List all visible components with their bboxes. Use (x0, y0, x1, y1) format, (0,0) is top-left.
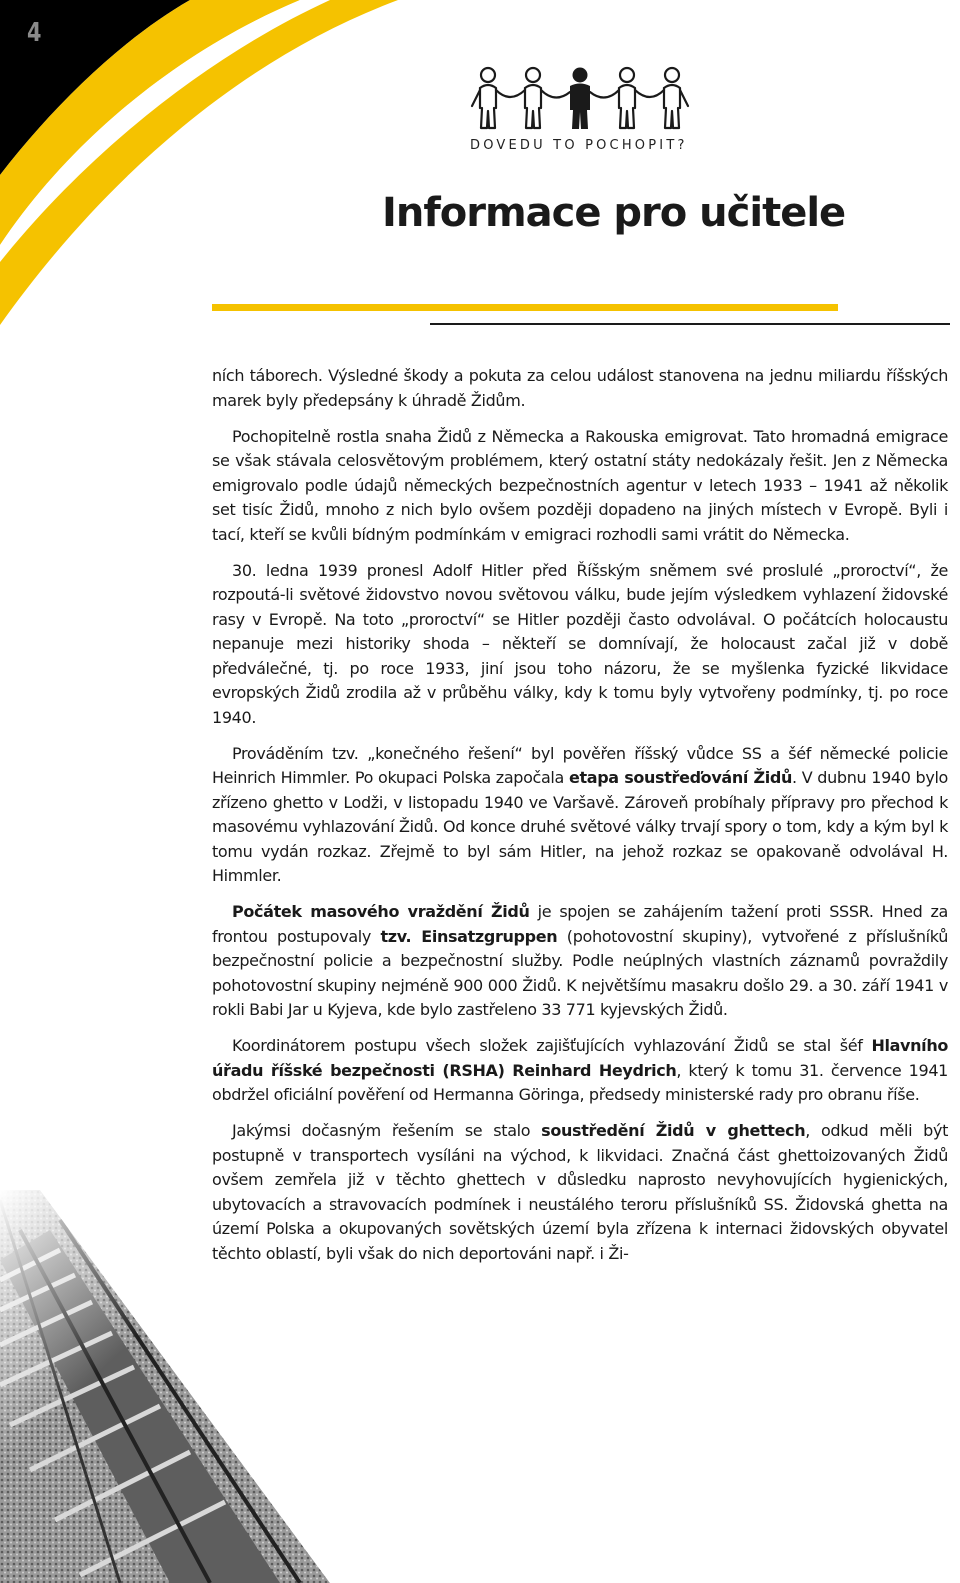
bold-phrase: Počátek masového vraždění Židů (232, 902, 530, 921)
paragraph: Pochopitelně rostla snaha Židů z Německa a Rakouska emigrovat. Tato hromadná emigrace se však stávala celosvětovým problémem, který ostatní státy nedokázaly řešit. Jen z Německa emigrovalo podle údajů německých bezpečnostních agentur v letech 1933 – 1941 až několik set tisíc Židů, mnoho z nich bylo ovšem později dopadeno na jiných místech v Evropě. Byli i tací, kteří se kvůli bídným podmínkám v emigraci rozhodli sami vrátit do Německa. (212, 426, 948, 544)
bold-phrase: soustředění Židů v ghettech (541, 1121, 806, 1140)
people-chain-icon (470, 66, 690, 132)
logo-caption: DOVEDU TO POCHOPIT? (470, 138, 688, 153)
logo (470, 66, 694, 153)
bold-phrase: Hlavního úřadu říšské bezpečnosti (RSHA) Reinhard Heydrich (212, 1036, 948, 1080)
paragraph: Koordinátorem postupu všech složek zajišťujících vyhlazování Židů se stal šéf Hlavního úřadu říšské bezpečnosti (RSHA) Reinhard Heydrich, který k tomu 31. července 1941 obdržel oficiální pověření od Hermanna Göringa, předsedy ministerské rady pro obranu říše. (212, 1036, 948, 1104)
paragraph: Prováděním tzv. „konečného řešení“ byl pověřen říšský vůdce SS a šéf německé policie Heinrich Himmler. Po okupaci Polska započala etapa soustřeďování Židů. V dubnu 1940 bylo zřízeno ghetto v Lodži, v listopadu 1940 ve Varšavě. Zároveň probíhaly přípravy pro přechod k masovému vyhlazování Židů. Od konce druhé světové války trvají spory o tom, kdy a kým byl k tomu vydán rozkaz. Zřejmě to byl sám Hitler, na jehož rozkaz se opakovaně odvolával H. Himmler. (212, 743, 948, 885)
paragraph: ních táborech. Výsledné škody a pokuta za celou událost stanovena na jednu miliardu říšských marek byly předepsány k úhradě Židům. (212, 366, 948, 410)
bold-phrase: tzv. Einsatzgruppen (380, 926, 558, 946)
corner-swoosh-decoration (0, 0, 420, 340)
title-underline-black (430, 323, 950, 325)
paragraph: Jakýmsi dočasným řešením se stalo soustředění Židů v ghettech, odkud měli být postupně v transportech vysíláni na východ, k likvidaci. Značná část ghettoizovaných Židů ovšem zemřela již v těchto ghettech v důsledku naprosto nevyhovujících hygienických, ubytovacích a stravovacích podmínek i neustálého teroru příslušníků SS. Židovská ghetta na území Polska a okupovaných sovětských území byla zřízena k internaci židovských obyvatel těchto oblastí, byli však do nich deportováni např. i Ži- (212, 1121, 948, 1263)
bold-phrase: etapa soustřeďování Židů (568, 768, 793, 787)
title-underline-yellow (212, 304, 838, 311)
page-title: Informace pro učitele (382, 190, 846, 236)
page-number: 4 (27, 18, 42, 48)
article-body (212, 364, 948, 1278)
paragraph: Počátek masového vraždění Židů je spojen se zahájením tažení proti SSSR. Hned za frontou postupovaly tzv. Einsatzgruppen (pohotovostní skupiny), vytvořené z příslušníků bezpečnostní policie a bezpečnostní služby. Podle neúplných vlastních záznamů povraždily pohotovostní skupiny nejméně 900 000 Židů. K největšímu masakru došlo 29. a 30. září 1941 v rokli Babi Jar u Kyjeva, kde bylo zastřeleno 33 771 kyjevských Židů. (212, 902, 948, 1019)
paragraph: 30. ledna 1939 pronesl Adolf Hitler před Říšským sněmem své proslulé „proroctví“, že rozpoutá-li světové židovstvo novou světovou válku, bude jejím výsledkem vyhlazení židovské rasy v Evropě. Na toto „proroctví“ se Hitler později často odvolával. O počátcích holocaustu nepanuje mezi historiky shoda – někteří se domnívají, že holocaust začal již v době předválečné, tj. po roce 1933, jiní jsou toho názoru, že se myšlenka fyzické likvidace evropských Židů zrodila až v průběhu války, kdy k tomu byly vytvořeny podmínky, tj. po roce 1940. (212, 560, 948, 727)
